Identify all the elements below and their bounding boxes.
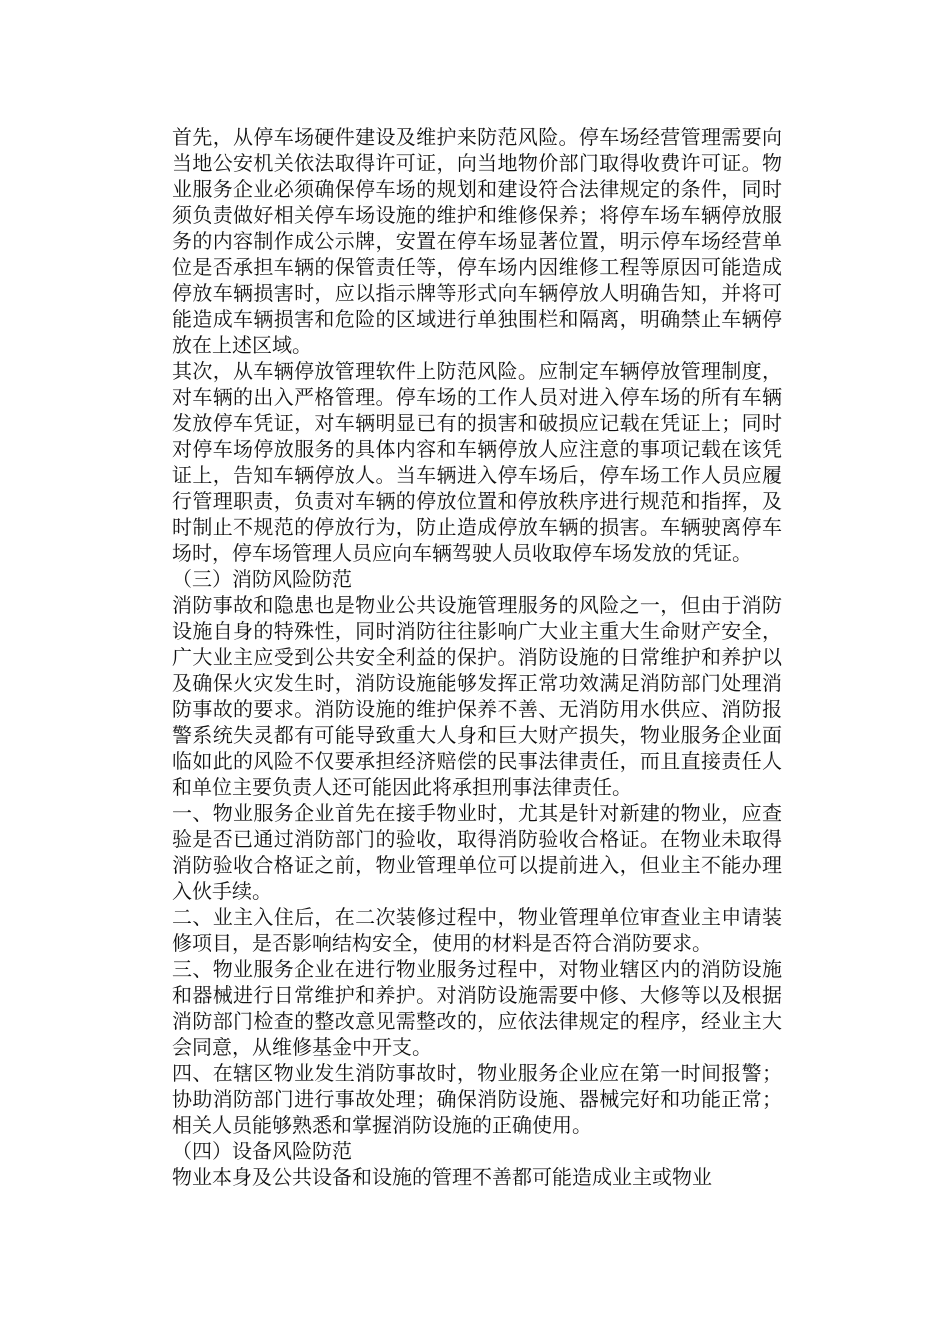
paragraph-parking-hardware: 首先，从停车场硬件建设及维护来防范风险。停车场经营管理需要向当地公安机关依法取得许可证，向当地物价部门取得收费许可证。物业服务企业必须确保停车场的规划和建设符合法律规定的条件，同时须负责做好相关停车场设施的维护和维修保养；将停车场车辆停放服务的内容制作成公示牌，安置在停车场显著位置，明示停车场经营单位是否承担车辆的保管责任等，停车场内因维修工程等原因可能造成停放车辆损害时，应以指示牌等形式向车辆停放人明确告知，并将可能造成车辆损害和危险的区域进行单独围栏和隔离，明确禁止车辆停放在上述区域。: [172, 125, 782, 357]
paragraph-fire-item-2: 二、业主入住后，在二次装修过程中，物业管理单位审查业主申请装修项目，是否影响结构安全，使用的材料是否符合消防要求。: [172, 905, 782, 955]
section-heading-fire-risk: （三）消防风险防范: [172, 567, 352, 591]
paragraph-fire-risk-intro: 消防事故和隐患也是物业公共设施管理服务的风险之一，但由于消防设施自身的特殊性，同时消防往往影响广大业主重大生命财产安全，广大业主应受到公共安全利益的保护。消防设施的日常维护和养护以及确保火灾发生时，消防设施能够发挥正常功效满足消防部门处理消防事故的要求。消防设施的维护保养不善、无消防用水供应、消防报警系统失灵都有可能导致重大人身和巨大财产损失，物业服务企业面临如此的风险不仅要承担经济赔偿的民事法律责任，而且直接责任人和单位主要负责人还可能因此将承担刑事法律责任。: [172, 593, 782, 799]
paragraph-fire-item-3: 三、物业服务企业在进行物业服务过程中，对物业辖区内的消防设施和器械进行日常维护和养护。对消防设施需要中修、大修等以及根据消防部门检查的整改意见需整改的，应依法律规定的程序，经业主大会同意，从维修基金中开支。: [172, 957, 782, 1059]
paragraph-fire-item-1: 一、物业服务企业首先在接手物业时，尤其是针对新建的物业，应查验是否已通过消防部门的验收，取得消防验收合格证。在物业未取得消防验收合格证之前，物业管理单位可以提前进入，但业主不能办理入伙手续。: [172, 801, 782, 903]
paragraph-parking-management: 其次，从车辆停放管理软件上防范风险。应制定车辆停放管理制度，对车辆的出入严格管理。停车场的工作人员对进入停车场的所有车辆发放停车凭证，对车辆明显已有的损害和破损应记载在凭证上；同时对停车场停放服务的具体内容和车辆停放人应注意的事项记载在该凭证上，告知车辆停放人。当车辆进入停车场后，停车场工作人员应履行管理职责，负责对车辆的停放位置和停放秩序进行规范和指挥，及时制止不规范的停放行为，防止造成停放车辆的损害。车辆驶离停车场时，停车场管理人员应向车辆驾驶人员收取停车场发放的凭证。: [172, 359, 782, 565]
section-heading-equipment-risk: （四）设备风险防范: [172, 1139, 352, 1163]
paragraph-fire-item-4: 四、在辖区物业发生消防事故时，物业服务企业应在第一时间报警；协助消防部门进行事故处理；确保消防设施、器械完好和功能正常；相关人员能够熟悉和掌握消防设施的正确使用。: [172, 1061, 782, 1137]
document-body: [172, 124, 782, 1190]
paragraph-equipment-risk-intro: 物业本身及公共设备和设施的管理不善都可能造成业主或物业: [172, 1165, 712, 1189]
